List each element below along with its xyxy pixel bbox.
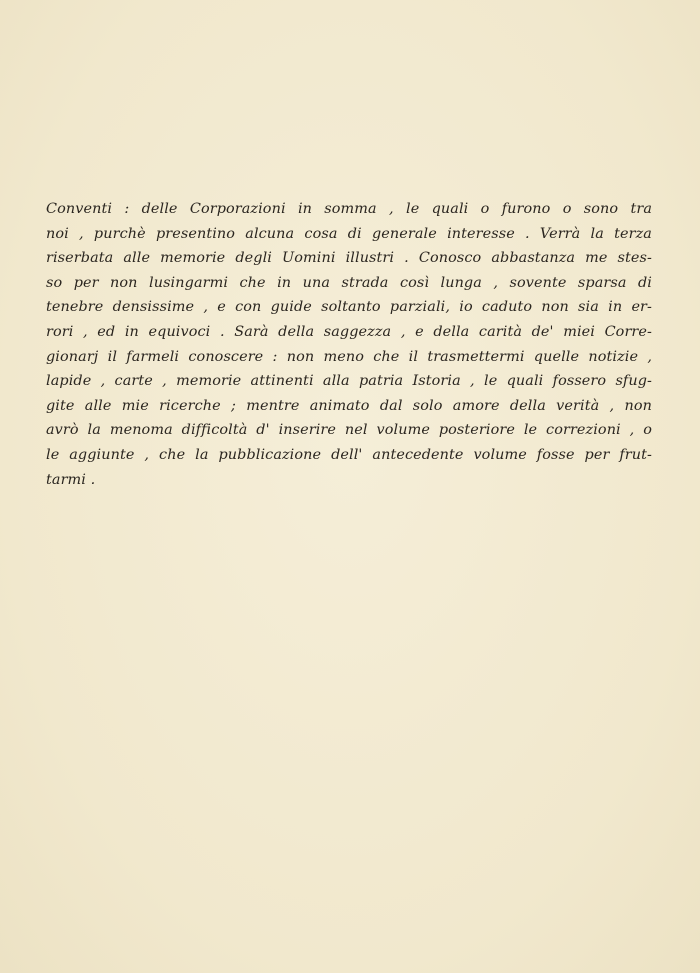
text-line-11: le aggiunte , che la pubblicazione dell' antecedente volume fosse per frut- — [46, 446, 652, 463]
text-line-5: tenebre densissime , e con guide soltanto parziali, io caduto non sia in er- — [46, 299, 652, 316]
text-line-8: lapide , carte , memorie attinenti alla patria Istoria , le quali fossero sfug- — [46, 373, 652, 390]
text-line-7: gionarj il farmeli conoscere : non meno che il trasmettermi quelle notizie , — [46, 348, 652, 365]
body-text — [46, 197, 652, 492]
text-line-2: noi , purchè presentino alcuna cosa di generale interesse . Verrà la terza — [46, 225, 652, 242]
text-line-1: Conventi : delle Corporazioni in somma , le quali o furono o sono tra — [46, 201, 652, 217]
text-line-12: tarmi . — [46, 471, 96, 488]
text-line-3: riserbata alle memorie degli Uomini illustri . Conosco abbastanza me stes- — [46, 250, 652, 267]
text-line-10: avrò la menoma difficoltà d' inserire nel volume posteriore le correzioni , o — [46, 422, 652, 439]
text-line-4: so per non lusingarmi che in una strada così lunga , sovente sparsa di — [46, 274, 652, 291]
text-line-9: gite alle mie ricerche ; mentre animato dal solo amore della verità , non — [46, 397, 652, 414]
text-line-6: rori , ed in equivoci . Sarà della saggezza , e della carità de' miei Corre- — [46, 323, 652, 340]
